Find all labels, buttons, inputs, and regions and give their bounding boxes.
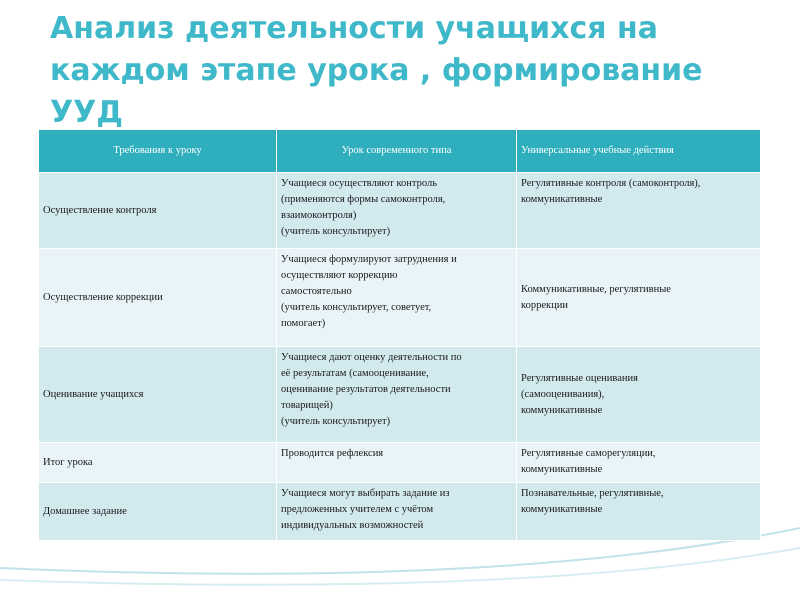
table-row bbox=[39, 249, 761, 347]
header-requirements: Требования к уроку bbox=[39, 130, 277, 173]
cell-actions: Регулятивные контроля (самоконтроля), коммуникативные bbox=[517, 173, 761, 249]
cell-lesson: Учащиеся осуществляют контроль (применяются формы самоконтроля, взаимоконтроля) (учитель консультирует) bbox=[277, 173, 517, 249]
cell-requirement: Осуществление контроля bbox=[39, 173, 277, 249]
cell-requirement: Оценивание учащихся bbox=[39, 347, 277, 443]
slide-title: Анализ деятельности учащихся на каждом этапе урока , формирование УУД bbox=[50, 11, 703, 130]
cell-lesson: Проводится рефлексия bbox=[277, 443, 517, 483]
table-row bbox=[39, 347, 761, 443]
table-header-row bbox=[39, 130, 761, 173]
table-row bbox=[39, 443, 761, 483]
cell-requirement: Итог урока bbox=[39, 443, 277, 483]
cell-lesson: Учащиеся могут выбирать задание из предложенных учителем с учётом индивидуальных возможностей bbox=[277, 483, 517, 541]
cell-requirement: Осуществление коррекции bbox=[39, 249, 277, 347]
cell-requirement: Домашнее задание bbox=[39, 483, 277, 541]
table-row bbox=[39, 483, 761, 541]
cell-actions: Регулятивные саморегуляции, коммуникативные bbox=[517, 443, 761, 483]
header-actions: Универсальные учебные действия bbox=[517, 130, 761, 173]
cell-lesson: Учащиеся формулируют затруднения и осуществляют коррекцию самостоятельно (учитель консультирует, советует, помогает) bbox=[277, 249, 517, 347]
cell-lesson: Учащиеся дают оценку деятельности по её результатам (самооценивание, оценивание результатов деятельности товарищей) (учитель консультирует) bbox=[277, 347, 517, 443]
table-row bbox=[39, 173, 761, 249]
cell-actions: Коммуникативные, регулятивные коррекции bbox=[517, 249, 761, 347]
cell-actions: Регулятивные оценивания (самооценивания), коммуникативные bbox=[517, 347, 761, 443]
cell-actions: Познавательные, регулятивные, коммуникативные bbox=[517, 483, 761, 541]
header-lesson: Урок современного типа bbox=[277, 130, 517, 173]
uud-table bbox=[38, 129, 761, 541]
